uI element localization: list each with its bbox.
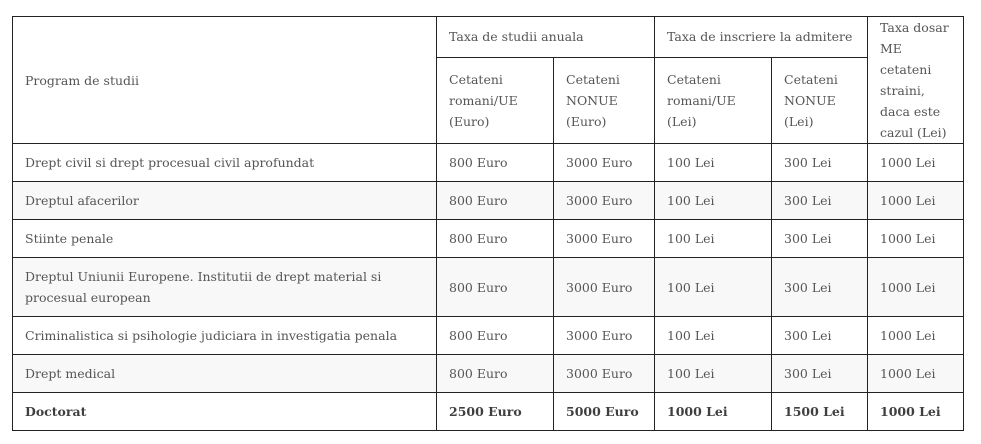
header-annual-eu: Cetateni romani/UE (Euro) <box>437 57 554 143</box>
cell-annual-nonue: 3000 Euro <box>554 317 655 355</box>
cell-dossier: 1000 Lei <box>868 393 964 431</box>
cell-dossier: 1000 Lei <box>868 144 964 182</box>
cell-program: Stiinte penale <box>13 220 437 258</box>
cell-dossier: 1000 Lei <box>868 355 964 393</box>
cell-admission-nonue: 300 Lei <box>772 258 868 317</box>
header-admission-fee-group: Taxa de inscriere la admitere <box>655 17 868 58</box>
cell-admission-eu: 100 Lei <box>655 355 772 393</box>
header-annual-fee-group: Taxa de studii anuala <box>437 17 655 58</box>
cell-admission-eu: 100 Lei <box>655 144 772 182</box>
cell-admission-nonue: 300 Lei <box>772 220 868 258</box>
cell-admission-nonue: 1500 Lei <box>772 393 868 431</box>
table-row <box>13 393 964 431</box>
table-header <box>13 17 964 144</box>
cell-program: Dreptul afacerilor <box>13 182 437 220</box>
table-row <box>13 144 964 182</box>
cell-admission-eu: 1000 Lei <box>655 393 772 431</box>
cell-annual-eu: 800 Euro <box>437 258 554 317</box>
table-row <box>13 355 964 393</box>
header-admission-eu: Cetateni romani/UE (Lei) <box>655 57 772 143</box>
header-annual-nonue: Cetateni NONUE (Euro) <box>554 57 655 143</box>
cell-dossier: 1000 Lei <box>868 220 964 258</box>
table-row <box>13 182 964 220</box>
header-dossier-fee: Taxa dosar ME cetateni straini, daca este cazul (Lei) <box>868 17 964 144</box>
cell-annual-nonue: 3000 Euro <box>554 355 655 393</box>
cell-admission-eu: 100 Lei <box>655 317 772 355</box>
cell-admission-nonue: 300 Lei <box>772 317 868 355</box>
cell-program: Drept civil si drept procesual civil aprofundat <box>13 144 437 182</box>
cell-annual-nonue: 5000 Euro <box>554 393 655 431</box>
tuition-fees-table <box>12 16 964 431</box>
table-row <box>13 317 964 355</box>
table-row <box>13 258 964 317</box>
cell-annual-nonue: 3000 Euro <box>554 182 655 220</box>
cell-admission-eu: 100 Lei <box>655 258 772 317</box>
cell-admission-eu: 100 Lei <box>655 220 772 258</box>
cell-annual-nonue: 3000 Euro <box>554 144 655 182</box>
cell-annual-nonue: 3000 Euro <box>554 220 655 258</box>
table-body <box>13 144 964 431</box>
cell-annual-nonue: 3000 Euro <box>554 258 655 317</box>
cell-annual-eu: 2500 Euro <box>437 393 554 431</box>
cell-admission-eu: 100 Lei <box>655 182 772 220</box>
cell-annual-eu: 800 Euro <box>437 220 554 258</box>
cell-dossier: 1000 Lei <box>868 258 964 317</box>
header-program: Program de studii <box>13 17 437 144</box>
cell-annual-eu: 800 Euro <box>437 355 554 393</box>
cell-annual-eu: 800 Euro <box>437 182 554 220</box>
cell-admission-nonue: 300 Lei <box>772 182 868 220</box>
cell-dossier: 1000 Lei <box>868 317 964 355</box>
cell-annual-eu: 800 Euro <box>437 317 554 355</box>
cell-dossier: 1000 Lei <box>868 182 964 220</box>
cell-program: Dreptul Uniunii Europene. Institutii de drept material si procesual european <box>13 258 437 317</box>
cell-program: Criminalistica si psihologie judiciara in investigatia penala <box>13 317 437 355</box>
cell-program: Doctorat <box>13 393 437 431</box>
cell-admission-nonue: 300 Lei <box>772 355 868 393</box>
header-row-groups <box>13 17 964 58</box>
cell-annual-eu: 800 Euro <box>437 144 554 182</box>
header-admission-nonue: Cetateni NONUE (Lei) <box>772 57 868 143</box>
cell-admission-nonue: 300 Lei <box>772 144 868 182</box>
cell-program: Drept medical <box>13 355 437 393</box>
table-row <box>13 220 964 258</box>
